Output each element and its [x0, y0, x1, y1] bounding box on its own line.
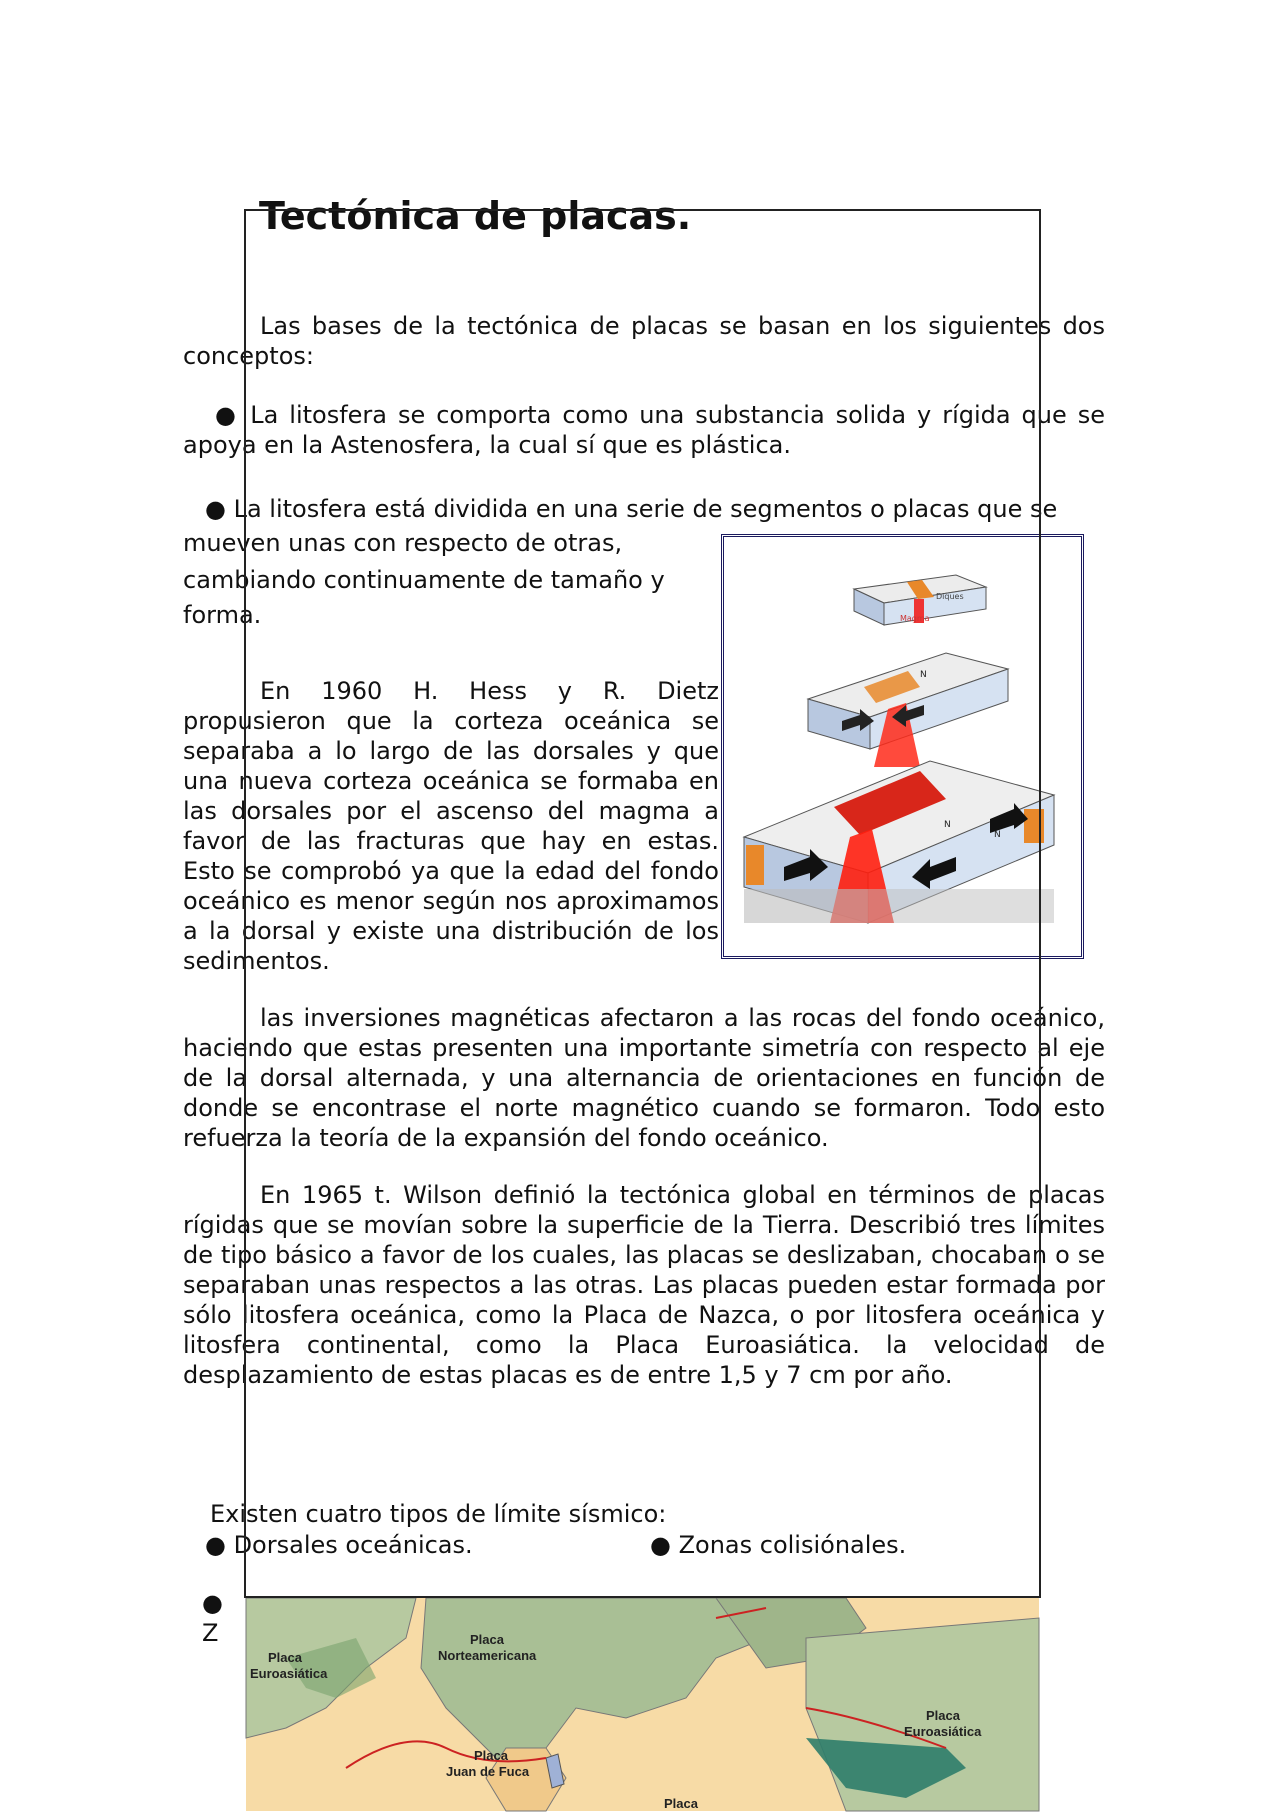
bullet-plates-line2: mueven unas con respecto de otras, [183, 529, 623, 557]
plate-map [246, 1598, 1039, 1811]
map-label-eurasia-right-2: Euroasiática [904, 1724, 982, 1739]
wilson-paragraph: En 1965 t. Wilson definió la tectónica global en términos de placas rígidas que se movían sobre la superficie de la Tierra. Describió tres límites de tipo básico a favor de los cuales, las placas se deslizaban, chocaban o se separaban unas respectos a las otras. Las placas pueden estar formada por sólo litosfera oceánica, como la Placa de Nazca, o por litosfera oceánica y litosfera continental, como la Placa Euroasiática. la velocidad de desplazamiento de estas placas es de entre 1,5 y 7 cm por año. [183, 1181, 1105, 1389]
map-label-eurasia-left-1: Placa [268, 1650, 302, 1665]
bullet-plates-line3: cambiando continuamente de tamaño y [183, 566, 665, 594]
map-label-juan-2: Juan de Fuca [446, 1764, 530, 1779]
diagram-stage-3 [744, 761, 1054, 923]
diagram-label-magma: Magma [900, 614, 930, 623]
diagram-label-diques: Diques [936, 592, 964, 601]
bullet-lithosphere-rigid: ● La litosfera se comporta como una substancia solida y rígida que se apoya en la Astenosfera, la cual sí que es plástica. [183, 401, 1105, 459]
ridge-diagram [724, 537, 1081, 956]
diagram-label-n2: N [944, 820, 951, 830]
bullet-lithosphere-plates: ● La litosfera está dividida en una serie de segmentos o placas que se [205, 495, 1058, 523]
bullet-plates-line4: forma. [183, 601, 262, 629]
limit-colisionales: ● Zonas colisiónales. [650, 1531, 907, 1559]
map-label-northam-1: Placa [470, 1632, 504, 1647]
hess-dietz-paragraph: En 1960 H. Hess y R. Dietz propusieron que la corteza oceánica se separaba a lo largo de las dorsales y que una nueva corteza oceánica se formaba en las dorsales por el ascenso del magma a favor de las fracturas que hay en estas. Esto se comprobó ya que la edad del fondo oceánico es menor según nos aproximamos a la dorsal y existe una distribución de los sedimentos. [183, 677, 719, 975]
map-label-eurasia-right-1: Placa [926, 1708, 960, 1723]
diagram-stage-2 [808, 653, 1008, 767]
ridge-diagram-figure [721, 534, 1084, 959]
limits-heading: Existen cuatro tipos de límite sísmico: [210, 1500, 667, 1528]
plate-map-drawing [246, 1598, 1039, 1811]
map-label-northam-2: Norteamericana [438, 1648, 537, 1663]
diagram-label-n1: N [920, 670, 927, 680]
diagram-stage-1 [854, 575, 986, 625]
map-label-eurasia-left-2: Euroasiática [250, 1666, 328, 1681]
limit-cut-line: ● Z [202, 1589, 223, 1647]
map-label-juan-1: Placa [474, 1748, 508, 1763]
map-label-bottom: Placa [664, 1796, 698, 1811]
limit-dorsales: ● Dorsales oceánicas. [205, 1531, 473, 1559]
page-title: Tectónica de placas. [259, 194, 692, 238]
intro-paragraph: Las bases de la tectónica de placas se basan en los siguientes dos conceptos: [183, 312, 1105, 370]
diagram-label-n3: N [994, 830, 1001, 840]
magnetic-inversions-paragraph: las inversiones magnéticas afectaron a las rocas del fondo oceánico, haciendo que estas presenten una importante simetría con respecto al eje de la dorsal alternada, y una alternancia de orientaciones en función de donde se encontrase el norte magnético cuando se formaron. Todo esto refuerza la teoría de la expansión del fondo oceánico. [183, 1004, 1105, 1152]
